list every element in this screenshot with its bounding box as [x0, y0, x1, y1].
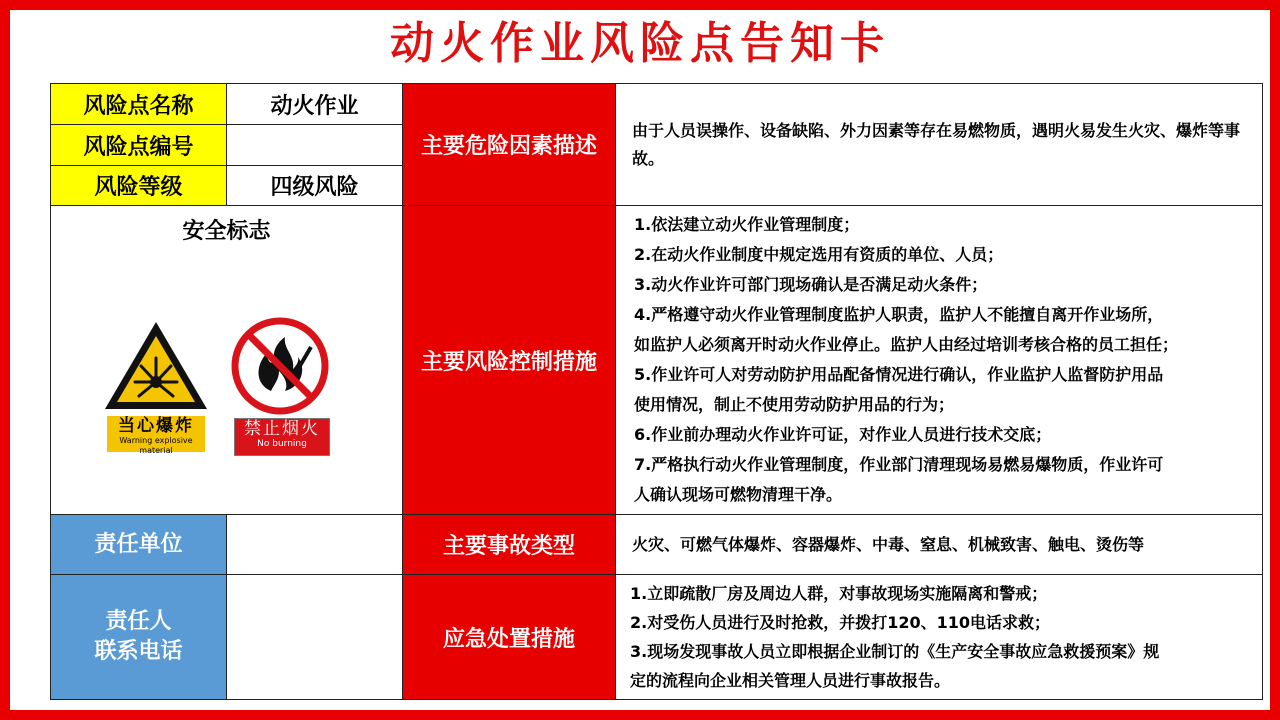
safety-signs: [51, 245, 402, 495]
no-burning-cn: 禁止烟火: [244, 419, 320, 439]
control-label: 主要风险控制措施: [403, 206, 616, 515]
explosive-warning-icon: [103, 320, 209, 412]
control-item: 人确认现场可燃物清理干净。: [634, 485, 843, 504]
safety-signs-cell: [51, 206, 403, 515]
emergency-item: 2.对受伤人员进行及时抢救，并拨打120、110电话求救；: [630, 613, 1051, 632]
control-item: 5.作业许可人对劳动防护用品配备情况进行确认，作业监护人监督防护用品: [634, 365, 1164, 384]
risk-name-label: 风险点名称: [51, 84, 227, 125]
emergency-item: 3.现场发现事故人员立即根据企业制订的《生产安全事故应急救援预案》规: [630, 642, 1160, 661]
control-item: 4.严格遵守动火作业管理制度监护人职责，监护人不能擅自离开作业场所，: [634, 305, 1164, 324]
contact-value: [227, 575, 403, 700]
explosive-warning-en: Warning explosive material: [119, 436, 193, 455]
control-measures: [616, 206, 1263, 515]
control-item: 7.严格执行动火作业管理制度，作业部门清理现场易燃易爆物质，作业许可: [634, 455, 1164, 474]
risk-code-label: 风险点编号: [51, 125, 227, 166]
control-item: 2.在动火作业制度中规定选用有资质的单位、人员；: [634, 245, 1004, 264]
accident-label: 主要事故类型: [403, 515, 616, 575]
accident-types: 火灾、可燃气体爆炸、容器爆炸、中毒、窒息、机械致害、触电、烫伤等: [632, 534, 1145, 554]
safety-signs-title: 安全标志: [182, 219, 271, 244]
emergency-item: 定的流程向企业相关管理人员进行事故报告。: [630, 671, 951, 690]
control-item: 使用情况，制止不使用劳动防护用品的行为；: [634, 395, 955, 414]
hazard-label: 主要危险因素描述: [403, 84, 616, 206]
accident-cell: [616, 515, 1263, 575]
contact-label-line2: 联系电话: [94, 639, 183, 664]
emergency-measures: [616, 575, 1263, 700]
emergency-item: 1.立即疏散厂房及周边人群，对事故现场实施隔离和警戒；: [630, 584, 1048, 603]
risk-level-value: 四级风险: [227, 166, 403, 206]
explosive-warning-cn: 当心爆炸: [118, 416, 194, 436]
contact-label: [51, 575, 227, 700]
unit-value: [227, 515, 403, 575]
explosive-warning-label: [107, 416, 205, 455]
risk-name-value: 动火作业: [227, 84, 403, 125]
hazard-description: 由于人员误操作、设备缺陷、外力因素等存在易燃物质，遇明火易发生火灾、爆炸等事故。: [632, 120, 1241, 168]
control-item: 如监护人必须离开时动火作业停止。监护人由经过培训考核合格的员工担任；: [634, 335, 1179, 354]
risk-code-value: [227, 125, 403, 166]
contact-label-line1: 责任人: [105, 609, 172, 634]
control-item: 1.依法建立动火作业管理制度；: [634, 215, 860, 234]
no-burning-label: [235, 419, 329, 455]
unit-label: 责任单位: [51, 515, 227, 575]
control-item: 6.作业前办理动火作业许可证，对作业人员进行技术交底；: [634, 425, 1052, 444]
emergency-label: 应急处置措施: [403, 575, 616, 700]
risk-level-label: 风险等级: [51, 166, 227, 206]
page-title: 动火作业风险点告知卡: [390, 18, 890, 69]
no-burning-en: No burning: [257, 439, 307, 449]
control-item: 3.动火作业许可部门现场确认是否满足动火条件；: [634, 275, 988, 294]
risk-card-table: [50, 83, 1263, 700]
hazard-text: [616, 84, 1263, 206]
no-burning-icon: [231, 317, 329, 415]
